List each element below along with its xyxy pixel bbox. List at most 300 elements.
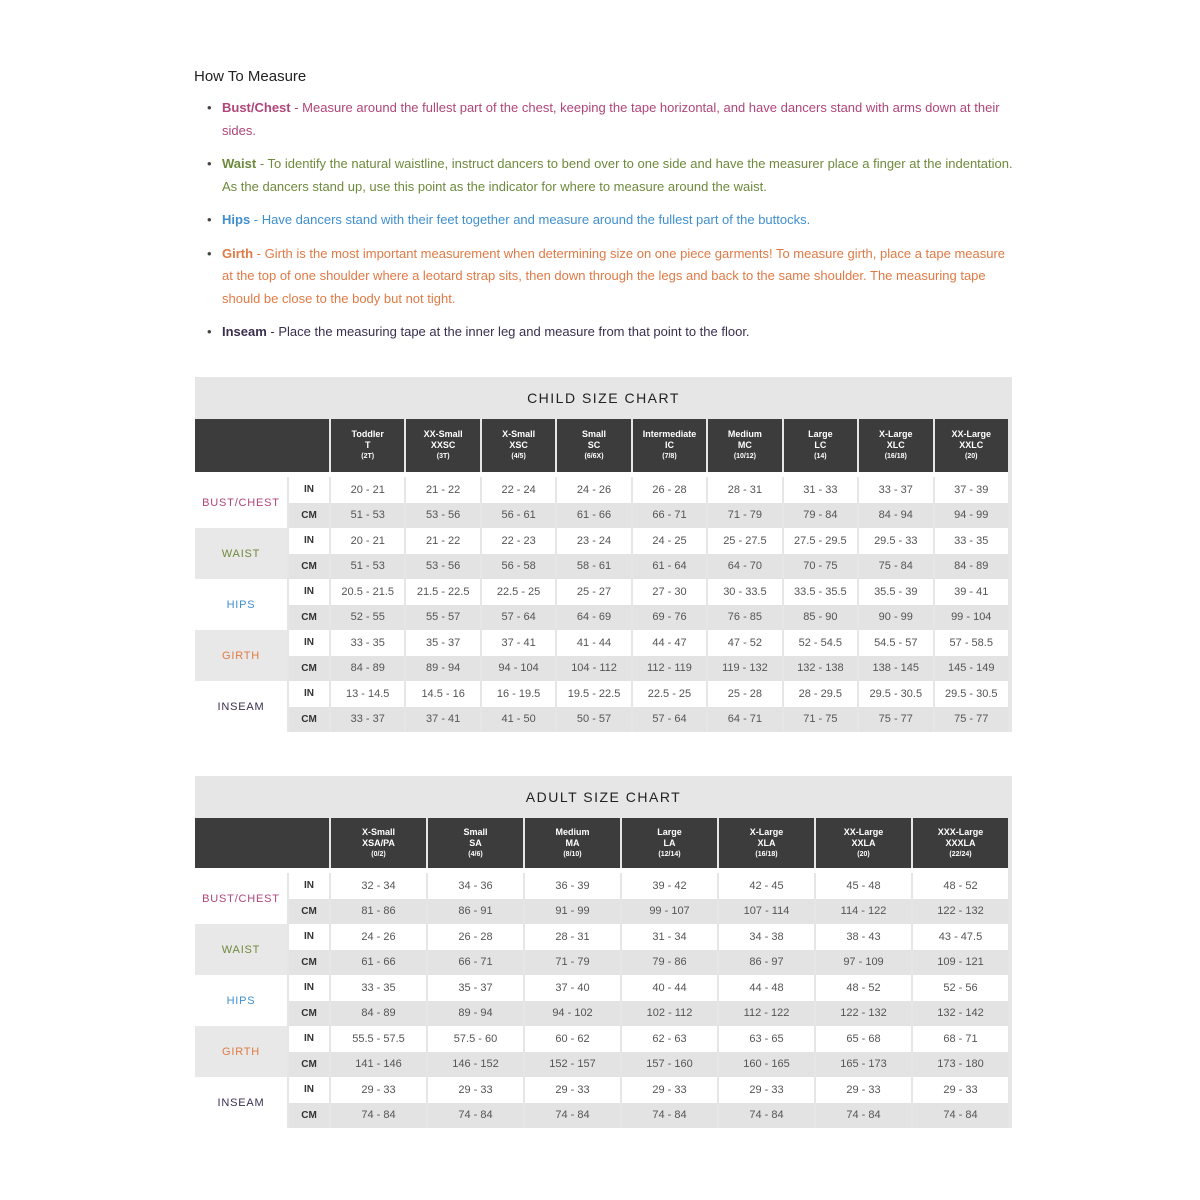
category-label: HIPS	[195, 579, 287, 630]
size-code: MA	[565, 837, 580, 848]
size-value: 25 - 27	[557, 579, 630, 605]
unit-label: CM	[289, 1001, 329, 1027]
measure-item	[194, 97, 1014, 142]
size-header	[935, 419, 1009, 472]
size-value: 52 - 56	[913, 975, 1008, 1001]
size-value: 57 - 64	[482, 605, 555, 631]
measure-term: Waist	[222, 156, 257, 171]
size-value: 62 - 63	[622, 1026, 717, 1052]
size-value: 60 - 62	[525, 1026, 620, 1052]
unit-label: IN	[289, 1026, 329, 1052]
size-value: 38 - 43	[816, 924, 911, 950]
table-row	[195, 528, 1008, 554]
size-value: 33 - 35	[331, 630, 404, 656]
size-value: 75 - 77	[935, 707, 1009, 733]
size-value: 22 - 24	[482, 477, 555, 503]
child-size-chart	[195, 377, 1012, 732]
size-name: Medium	[555, 826, 590, 837]
bullet-icon: •	[207, 212, 212, 227]
size-value: 22 - 23	[482, 528, 555, 554]
size-value: 91 - 99	[525, 899, 620, 925]
size-value: 27.5 - 29.5	[784, 528, 857, 554]
measure-text: - Have dancers stand with their feet together and measure around the fullest part of the buttocks.	[250, 212, 811, 227]
size-value: 35 - 37	[406, 630, 479, 656]
unit-label: CM	[289, 950, 329, 976]
size-value: 138 - 145	[859, 656, 932, 682]
size-value: 14.5 - 16	[406, 681, 479, 707]
size-value: 104 - 112	[557, 656, 630, 682]
size-value: 89 - 94	[428, 1001, 523, 1027]
size-name: X-Small	[361, 826, 395, 837]
size-value: 53 - 56	[406, 503, 479, 529]
size-code: SC	[587, 440, 601, 450]
category-label: BUST/CHEST	[195, 873, 287, 924]
table-row	[195, 950, 1008, 976]
category-label: HIPS	[195, 975, 287, 1026]
unit-label: CM	[289, 899, 329, 925]
size-value: 51 - 53	[331, 554, 404, 580]
table-row	[195, 924, 1008, 950]
size-code: XXXLA	[945, 837, 976, 848]
size-value: 47 - 52	[708, 630, 781, 656]
size-value: 122 - 132	[913, 899, 1008, 925]
size-value: 74 - 84	[913, 1103, 1008, 1129]
adult-size-chart	[195, 776, 1012, 1128]
table-row	[195, 656, 1008, 682]
size-value: 29.5 - 30.5	[859, 681, 932, 707]
size-value: 75 - 84	[859, 554, 932, 580]
unit-label: CM	[289, 1052, 329, 1078]
size-value: 74 - 84	[428, 1103, 523, 1129]
unit-label: CM	[289, 1103, 329, 1129]
table-row	[195, 1077, 1008, 1103]
unit-label: CM	[289, 503, 329, 529]
size-code: XXLC	[959, 440, 984, 450]
size-name: XX-Large	[951, 429, 991, 439]
size-range: (20)	[857, 850, 870, 858]
size-value: 68 - 71	[913, 1026, 1008, 1052]
size-value: 57.5 - 60	[428, 1026, 523, 1052]
size-value: 79 - 84	[784, 503, 857, 529]
size-value: 44 - 48	[719, 975, 814, 1001]
size-value: 20 - 21	[331, 477, 404, 503]
unit-label: CM	[289, 707, 329, 733]
unit-label: IN	[289, 873, 329, 899]
size-value: 74 - 84	[525, 1103, 620, 1129]
size-value: 57 - 58.5	[935, 630, 1009, 656]
size-name: X-Large	[879, 429, 913, 439]
size-value: 29 - 33	[816, 1077, 911, 1103]
measure-term: Hips	[222, 212, 251, 227]
size-value: 29 - 33	[331, 1077, 426, 1103]
size-value: 61 - 64	[633, 554, 706, 580]
size-value: 81 - 86	[331, 899, 426, 925]
size-name: Large	[808, 429, 833, 439]
size-value: 122 - 132	[816, 1001, 911, 1027]
size-value: 28 - 31	[708, 477, 781, 503]
size-header	[816, 818, 911, 868]
unit-label: IN	[289, 528, 329, 554]
measure-term: Bust/Chest	[222, 100, 291, 115]
size-value: 112 - 119	[633, 656, 706, 682]
size-value: 37 - 40	[525, 975, 620, 1001]
size-value: 33 - 35	[331, 975, 426, 1001]
size-name: Large	[657, 826, 682, 837]
size-value: 33.5 - 35.5	[784, 579, 857, 605]
size-value: 64 - 69	[557, 605, 630, 631]
size-value: 29 - 33	[622, 1077, 717, 1103]
category-label: WAIST	[195, 924, 287, 975]
size-value: 94 - 102	[525, 1001, 620, 1027]
bullet-icon: •	[207, 245, 212, 261]
size-value: 86 - 97	[719, 950, 814, 976]
measure-list	[194, 97, 1014, 344]
table-row	[195, 899, 1008, 925]
size-value: 56 - 61	[482, 503, 555, 529]
size-code: SA	[469, 837, 482, 848]
size-header	[708, 419, 781, 472]
size-header	[633, 419, 706, 472]
size-value: 35.5 - 39	[859, 579, 932, 605]
size-value: 37 - 41	[482, 630, 555, 656]
size-name: XX-Small	[423, 429, 463, 439]
size-value: 19.5 - 22.5	[557, 681, 630, 707]
size-value: 43 - 47.5	[913, 924, 1008, 950]
measure-item	[194, 153, 1014, 198]
size-code: XXSC	[430, 440, 456, 450]
size-range: (22/24)	[949, 850, 972, 858]
size-value: 24 - 26	[557, 477, 630, 503]
size-name: Toddler	[351, 429, 384, 439]
size-header	[859, 419, 932, 472]
size-value: 53 - 56	[406, 554, 479, 580]
size-value: 34 - 38	[719, 924, 814, 950]
size-header	[719, 818, 814, 868]
size-value: 58 - 61	[557, 554, 630, 580]
measure-term: Girth	[222, 245, 254, 261]
unit-label: CM	[289, 656, 329, 682]
size-value: 55 - 57	[406, 605, 479, 631]
size-value: 57 - 64	[633, 707, 706, 733]
size-value: 141 - 146	[331, 1052, 426, 1078]
size-value: 48 - 52	[913, 873, 1008, 899]
size-value: 20 - 21	[331, 528, 404, 554]
size-value: 84 - 89	[331, 1001, 426, 1027]
size-value: 89 - 94	[406, 656, 479, 682]
size-value: 74 - 84	[331, 1103, 426, 1129]
measure-text: - Place the measuring tape at the inner leg and measure from that point to the floor.	[266, 324, 750, 339]
bullet-icon: •	[207, 156, 212, 171]
child-size-table	[193, 419, 1010, 732]
size-range: (20)	[965, 453, 978, 460]
size-value: 42 - 45	[719, 873, 814, 899]
size-code: IC	[664, 440, 674, 450]
size-value: 64 - 70	[708, 554, 781, 580]
size-value: 79 - 86	[622, 950, 717, 976]
size-header	[331, 818, 426, 868]
size-value: 107 - 114	[719, 899, 814, 925]
size-value: 74 - 84	[816, 1103, 911, 1129]
size-value: 29 - 33	[525, 1077, 620, 1103]
size-value: 50 - 57	[557, 707, 630, 733]
size-value: 99 - 104	[935, 605, 1009, 631]
size-value: 29.5 - 33	[859, 528, 932, 554]
size-value: 55.5 - 57.5	[331, 1026, 426, 1052]
size-value: 86 - 91	[428, 899, 523, 925]
table-row	[195, 707, 1008, 733]
adult-size-table	[193, 818, 1010, 1128]
size-value: 37 - 39	[935, 477, 1009, 503]
size-value: 40 - 44	[622, 975, 717, 1001]
size-value: 74 - 84	[622, 1103, 717, 1129]
size-value: 94 - 104	[482, 656, 555, 682]
bullet-icon: •	[207, 324, 212, 339]
size-header	[913, 818, 1008, 868]
size-header	[406, 419, 479, 472]
table-row	[195, 975, 1008, 1001]
how-to-measure-heading: How To Measure	[194, 68, 307, 85]
size-name: Small	[582, 429, 607, 439]
size-value: 31 - 33	[784, 477, 857, 503]
size-name: Medium	[727, 429, 762, 439]
measure-item	[194, 243, 1014, 311]
unit-label: IN	[289, 924, 329, 950]
table-row	[195, 1026, 1008, 1052]
measure-term: Inseam	[222, 324, 267, 339]
header-corner	[195, 818, 329, 868]
size-code: MC	[737, 440, 752, 450]
size-range: (4/6)	[468, 850, 483, 858]
size-value: 112 - 122	[719, 1001, 814, 1027]
size-value: 66 - 71	[428, 950, 523, 976]
size-value: 85 - 90	[784, 605, 857, 631]
size-value: 13 - 14.5	[331, 681, 404, 707]
size-code: XLC	[886, 440, 905, 450]
table-row	[195, 873, 1008, 899]
size-value: 37 - 41	[406, 707, 479, 733]
unit-label: IN	[289, 1077, 329, 1103]
size-value: 71 - 75	[784, 707, 857, 733]
size-value: 24 - 25	[633, 528, 706, 554]
size-value: 16 - 19.5	[482, 681, 555, 707]
unit-label: IN	[289, 681, 329, 707]
size-code: T	[364, 440, 371, 450]
size-value: 24 - 26	[331, 924, 426, 950]
table-row	[195, 503, 1008, 529]
size-value: 31 - 34	[622, 924, 717, 950]
size-value: 84 - 94	[859, 503, 932, 529]
header-row	[195, 818, 1008, 868]
size-value: 74 - 84	[719, 1103, 814, 1129]
unit-label: IN	[289, 975, 329, 1001]
size-value: 28 - 29.5	[784, 681, 857, 707]
category-label: BUST/CHEST	[195, 477, 287, 528]
size-range: (3T)	[436, 453, 450, 460]
size-header	[331, 419, 404, 472]
size-range: (8/10)	[563, 850, 582, 858]
unit-label: IN	[289, 630, 329, 656]
size-name: XXX-Large	[937, 826, 984, 837]
size-value: 119 - 132	[708, 656, 781, 682]
size-value: 44 - 47	[633, 630, 706, 656]
size-value: 165 - 173	[816, 1052, 911, 1078]
size-range: (12/14)	[658, 850, 681, 858]
size-value: 36 - 39	[525, 873, 620, 899]
size-value: 70 - 75	[784, 554, 857, 580]
header-corner	[195, 419, 329, 472]
size-range: (16/18)	[755, 850, 778, 858]
size-value: 63 - 65	[719, 1026, 814, 1052]
table-row	[195, 477, 1008, 503]
size-value: 41 - 44	[557, 630, 630, 656]
size-value: 33 - 37	[859, 477, 932, 503]
size-value: 64 - 71	[708, 707, 781, 733]
size-value: 61 - 66	[331, 950, 426, 976]
table-row	[195, 630, 1008, 656]
size-value: 66 - 71	[633, 503, 706, 529]
size-header	[525, 818, 620, 868]
size-value: 71 - 79	[525, 950, 620, 976]
measure-text: - To identify the natural waistline, instruct dancers to bend over to one side and have the measurer place a finger at the indentation. As the dancers stand up, use this point as the indicator for where to measure around the waist.	[222, 156, 1013, 194]
size-value: 21 - 22	[406, 528, 479, 554]
size-value: 21 - 22	[406, 477, 479, 503]
size-value: 20.5 - 21.5	[331, 579, 404, 605]
size-code: XXLA	[851, 837, 876, 848]
adult-chart-title: ADULT SIZE CHART	[525, 789, 682, 805]
size-value: 29 - 33	[913, 1077, 1008, 1103]
unit-label: CM	[289, 554, 329, 580]
size-value: 71 - 79	[708, 503, 781, 529]
size-code: XLA	[757, 837, 776, 848]
table-row	[195, 554, 1008, 580]
size-value: 21.5 - 22.5	[406, 579, 479, 605]
size-value: 30 - 33.5	[708, 579, 781, 605]
table-row	[195, 1001, 1008, 1027]
child-chart-title: CHILD SIZE CHART	[527, 390, 680, 406]
size-name: X-Small	[502, 429, 536, 439]
size-header	[622, 818, 717, 868]
size-range: (14)	[814, 453, 827, 460]
size-value: 75 - 77	[859, 707, 932, 733]
size-value: 52 - 55	[331, 605, 404, 631]
size-range: (16/18)	[884, 453, 907, 460]
size-value: 22.5 - 25	[482, 579, 555, 605]
category-label: INSEAM	[195, 1077, 287, 1128]
size-value: 25 - 28	[708, 681, 781, 707]
size-code: XSA/PA	[362, 837, 395, 848]
measure-item	[194, 209, 1014, 232]
unit-label: CM	[289, 605, 329, 631]
size-value: 157 - 160	[622, 1052, 717, 1078]
size-value: 29 - 33	[428, 1077, 523, 1103]
size-value: 114 - 122	[816, 899, 911, 925]
size-value: 102 - 112	[622, 1001, 717, 1027]
size-code: LA	[663, 837, 676, 848]
size-value: 54.5 - 57	[859, 630, 932, 656]
size-value: 33 - 35	[935, 528, 1009, 554]
size-value: 173 - 180	[913, 1052, 1008, 1078]
size-range: (10/12)	[733, 453, 756, 460]
size-value: 26 - 28	[633, 477, 706, 503]
size-value: 160 - 165	[719, 1052, 814, 1078]
size-value: 22.5 - 25	[633, 681, 706, 707]
size-value: 45 - 48	[816, 873, 911, 899]
size-value: 39 - 41	[935, 579, 1009, 605]
size-value: 94 - 99	[935, 503, 1009, 529]
size-range: (6/6X)	[584, 453, 604, 460]
size-value: 29.5 - 30.5	[935, 681, 1009, 707]
measure-item	[194, 321, 1014, 344]
category-label: GIRTH	[195, 1026, 287, 1077]
size-value: 84 - 89	[331, 656, 404, 682]
size-value: 109 - 121	[913, 950, 1008, 976]
size-value: 69 - 76	[633, 605, 706, 631]
size-header	[557, 419, 630, 472]
table-row	[195, 579, 1008, 605]
size-value: 41 - 50	[482, 707, 555, 733]
table-row	[195, 1052, 1008, 1078]
size-header	[784, 419, 857, 472]
unit-label: IN	[289, 579, 329, 605]
size-value: 27 - 30	[633, 579, 706, 605]
size-name: XX-Large	[843, 826, 884, 837]
bullet-icon: •	[207, 100, 212, 115]
unit-label: IN	[289, 477, 329, 503]
size-value: 84 - 89	[935, 554, 1009, 580]
table-row	[195, 1103, 1008, 1129]
size-value: 97 - 109	[816, 950, 911, 976]
size-header	[482, 419, 555, 472]
size-value: 48 - 52	[816, 975, 911, 1001]
size-value: 32 - 34	[331, 873, 426, 899]
table-row	[195, 681, 1008, 707]
size-value: 132 - 138	[784, 656, 857, 682]
size-value: 33 - 37	[331, 707, 404, 733]
size-value: 76 - 85	[708, 605, 781, 631]
size-name: Small	[463, 826, 488, 837]
size-range: (4/5)	[511, 453, 526, 460]
size-value: 51 - 53	[331, 503, 404, 529]
size-name: Intermediate	[642, 429, 697, 439]
size-code: XSC	[509, 440, 528, 450]
size-value: 28 - 31	[525, 924, 620, 950]
size-value: 61 - 66	[557, 503, 630, 529]
size-value: 25 - 27.5	[708, 528, 781, 554]
size-range: (7/8)	[662, 453, 677, 460]
size-header	[428, 818, 523, 868]
size-value: 39 - 42	[622, 873, 717, 899]
size-code: LC	[814, 440, 827, 450]
size-value: 29 - 33	[719, 1077, 814, 1103]
size-value: 90 - 99	[859, 605, 932, 631]
measure-text: - Girth is the most important measurement when determining size on one piece garments! To measure girth, place a tape measure at the top of one shoulder where a leotard strap sits, then down through the legs and back to the same shoulder. The measuring tape should be close to the body but not tight.	[222, 245, 1006, 306]
size-value: 132 - 142	[913, 1001, 1008, 1027]
measure-text: - Measure around the fullest part of the chest, keeping the tape horizontal, and have dancers stand with arms down at their sides.	[222, 100, 1000, 138]
table-row	[195, 605, 1008, 631]
size-range: (0/2)	[371, 850, 386, 858]
size-value: 52 - 54.5	[784, 630, 857, 656]
size-value: 146 - 152	[428, 1052, 523, 1078]
size-value: 152 - 157	[525, 1052, 620, 1078]
size-value: 35 - 37	[428, 975, 523, 1001]
size-name: X-Large	[749, 826, 784, 837]
category-label: INSEAM	[195, 681, 287, 732]
category-label: WAIST	[195, 528, 287, 579]
category-label: GIRTH	[195, 630, 287, 681]
size-value: 145 - 149	[935, 656, 1009, 682]
size-value: 34 - 36	[428, 873, 523, 899]
size-value: 65 - 68	[816, 1026, 911, 1052]
